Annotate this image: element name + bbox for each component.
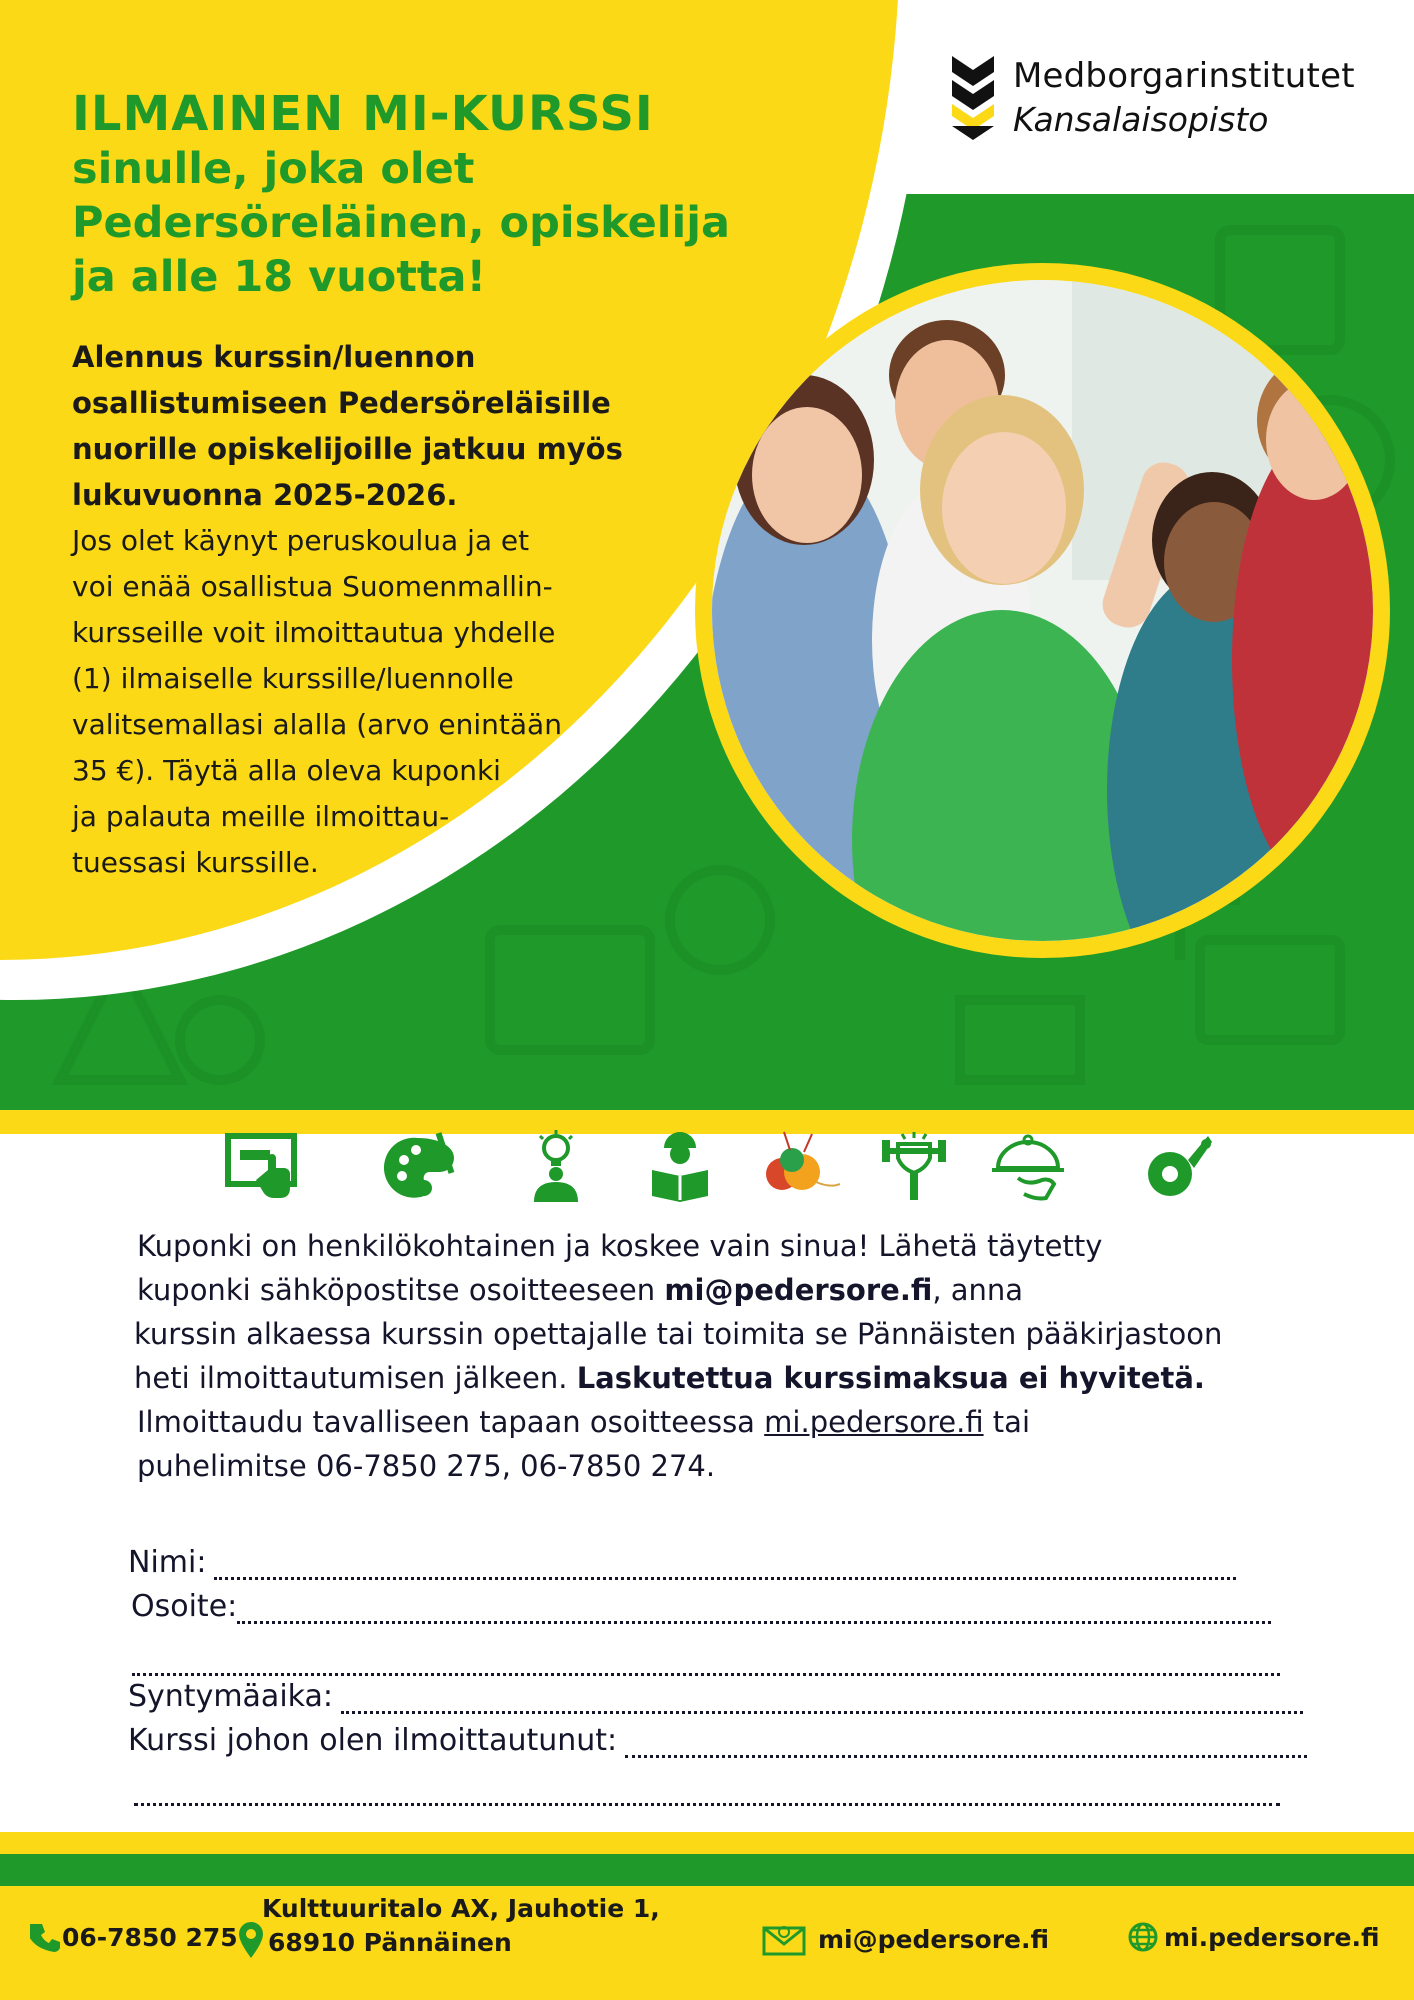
address-label: Osoite: xyxy=(131,1589,238,1624)
footer-website[interactable] xyxy=(1128,1922,1380,1952)
headline-title: ILMAINEN MI-KURSSI xyxy=(72,86,654,142)
activity-icons-row xyxy=(0,1130,1414,1200)
body-line: voi enää osallistua Suomenmallin- xyxy=(72,570,553,603)
coupon-line: kurssin alkaessa kurssin opettajalle tai toimita se Pännäisten pääkirjastoon xyxy=(134,1317,1223,1351)
name-line[interactable] xyxy=(214,1553,1236,1580)
body-line: 35 €). Täytä alla oleva kuponki xyxy=(72,754,501,787)
address-line-2[interactable] xyxy=(132,1649,1280,1676)
footer-address xyxy=(238,1894,660,1960)
body-paragraph xyxy=(72,518,662,886)
course-label: Kurssi johon olen ilmoittautunut: xyxy=(128,1723,618,1758)
body-line: valitsemallasi alalla (arvo enintään xyxy=(72,708,562,741)
palette-icon xyxy=(382,1130,462,1202)
headline-subtitle-line: Pedersöreläinen, opiskelija xyxy=(72,198,731,248)
birthdate-label: Syntymäaika: xyxy=(128,1679,333,1714)
footer-address-line: Kulttuuritalo AX, Jauhotie 1, xyxy=(262,1894,660,1923)
sports-ball-icon xyxy=(1136,1130,1216,1202)
yarn-icon xyxy=(760,1130,840,1202)
computer-touch-icon xyxy=(224,1130,304,1202)
lead-paragraph xyxy=(72,334,712,518)
students-photo xyxy=(712,280,1373,941)
name-label: Nimi: xyxy=(128,1545,207,1580)
coupon-text: kuponki sähköpostitse osoitteeseen xyxy=(137,1273,665,1307)
footer-phone[interactable] xyxy=(30,1922,238,1952)
coupon-line xyxy=(134,1356,1344,1400)
no-refund-notice: Laskutettua kurssimaksua ei hyvitetä. xyxy=(576,1361,1205,1395)
coupon-text: tai xyxy=(983,1405,1031,1439)
lead-line: lukuvuonna 2025-2026. xyxy=(72,478,458,512)
lead-line: osallistumiseen Pedersöreläisille xyxy=(72,386,611,420)
envelope-icon xyxy=(762,1922,806,1956)
headline-subtitle-line: ja alle 18 vuotta! xyxy=(72,252,487,302)
coupon-line xyxy=(134,1400,1344,1444)
coupon-text: Ilmoittaudu tavalliseen tapaan osoitteessa xyxy=(137,1405,765,1439)
headline-subtitle-line: sinulle, joka olet xyxy=(72,144,475,194)
globe-icon xyxy=(1128,1922,1158,1952)
lead-line: nuorille opiskelijoille jatkuu myös xyxy=(72,432,623,466)
footer-green-stripe xyxy=(0,1854,1414,1886)
course-line[interactable] xyxy=(625,1731,1307,1758)
address-field[interactable] xyxy=(131,1584,1271,1624)
coupon-line xyxy=(134,1268,1344,1312)
headline xyxy=(72,86,832,304)
name-field[interactable] xyxy=(128,1540,1236,1580)
body-line: (1) ilmaiselle kurssille/luennolle xyxy=(72,662,514,695)
website-link[interactable]: mi.pedersore.fi xyxy=(764,1405,984,1439)
footer xyxy=(0,1886,1414,2000)
logo-chevrons-icon xyxy=(952,56,994,140)
birthdate-field[interactable] xyxy=(128,1674,1303,1714)
logo-name-finnish: Kansalaisopisto xyxy=(1013,100,1269,139)
footer-email-text: mi@pedersore.fi xyxy=(818,1924,1050,1954)
serving-cloche-icon xyxy=(988,1130,1068,1202)
logo-name-swedish: Medborgarinstitutet xyxy=(1013,56,1355,96)
address-line[interactable] xyxy=(237,1597,1271,1624)
body-line: Jos olet käynyt peruskoulua ja et xyxy=(72,524,530,557)
birthdate-line[interactable] xyxy=(341,1687,1303,1714)
footer-address-line: 68910 Pännäinen xyxy=(268,1928,512,1957)
footer-website-text: mi.pedersore.fi xyxy=(1164,1922,1380,1952)
lead-line: Alennus kurssin/luennon xyxy=(72,340,476,374)
footer-stripe xyxy=(0,1832,1414,1854)
coupon-email: mi@pedersore.fi xyxy=(664,1273,933,1307)
course-field-extra[interactable] xyxy=(134,1766,1280,1806)
location-pin-icon xyxy=(238,1922,264,1958)
logo xyxy=(905,0,1414,194)
body-line: kursseille voit ilmoittautua yhdelle xyxy=(72,616,556,649)
coupon-text: heti ilmoittautumisen jälkeen. xyxy=(134,1361,577,1395)
course-field[interactable] xyxy=(128,1718,1307,1758)
reading-person-icon xyxy=(640,1130,720,1202)
fitness-icon xyxy=(874,1130,954,1202)
body-line: tuessasi kurssille. xyxy=(72,846,319,879)
footer-email[interactable] xyxy=(762,1922,1049,1956)
phone-icon xyxy=(30,1922,60,1952)
coupon-text: , anna xyxy=(932,1273,1024,1307)
coupon-line: puhelimitse 06-7850 275, 06-7850 274. xyxy=(137,1449,716,1483)
coupon-line: Kuponki on henkilökohtainen ja koskee vain sinua! Lähetä täytetty xyxy=(137,1229,1103,1263)
lightbulb-person-icon xyxy=(516,1130,596,1202)
body-line: ja palauta meille ilmoittau- xyxy=(72,800,450,833)
coupon-instructions xyxy=(134,1224,1344,1488)
footer-phone-text: 06-7850 275 xyxy=(62,1922,238,1952)
course-line-2[interactable] xyxy=(134,1779,1280,1806)
students-illustration xyxy=(712,280,1373,941)
address-field-extra[interactable] xyxy=(132,1636,1280,1676)
